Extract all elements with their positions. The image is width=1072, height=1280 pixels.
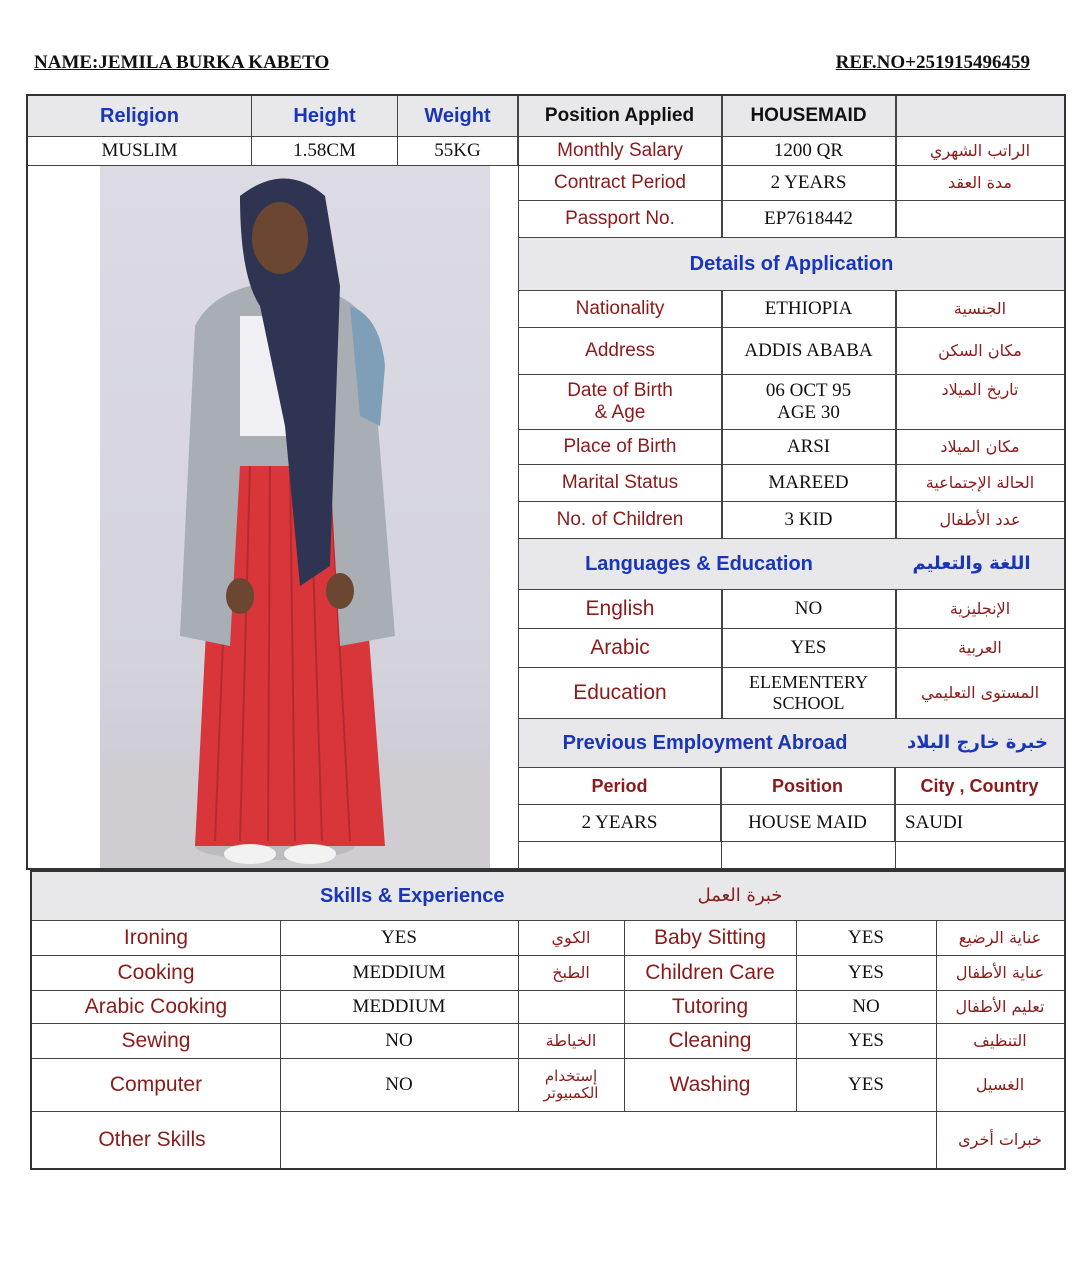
marital-value: MAREED xyxy=(722,465,896,501)
other-skills-label: Other Skills xyxy=(98,1127,206,1151)
skill-arabiccooking-label: Arabic Cooking xyxy=(84,994,228,1018)
children-ar: عدد الأطفال xyxy=(939,509,1021,529)
position-value: HOUSEMAID xyxy=(722,96,896,136)
english-label: English xyxy=(519,590,722,628)
skill-ironing-ar: الكوي xyxy=(551,927,591,947)
monthly-salary-ar: الراتب الشهري xyxy=(929,140,1031,160)
religion-label: Religion xyxy=(28,96,252,136)
english-value: NO xyxy=(722,590,896,628)
weight-label: Weight xyxy=(398,96,518,136)
address-label: Address xyxy=(519,328,722,374)
skill-tutoring-value: NO xyxy=(852,996,880,1018)
skill-childrencare-value: YES xyxy=(848,962,884,984)
dob-age: AGE 30 xyxy=(777,402,840,423)
contract-period-label: Contract Period xyxy=(519,166,722,200)
children-label: No. of Children xyxy=(519,502,722,538)
passport-value: EP7618442 xyxy=(722,201,896,237)
applicant-name: NAME:JEMILA BURKA KABETO xyxy=(34,52,330,73)
dob-label-line2: & Age xyxy=(594,402,646,423)
skill-arabiccooking-value: MEDDIUM xyxy=(352,996,446,1018)
skill-washing-label: Washing xyxy=(669,1072,751,1096)
position-label: Position Applied xyxy=(518,96,722,136)
weight-value: 55KG xyxy=(398,137,518,165)
skill-childrencare-label: Children Care xyxy=(645,960,775,984)
address-value: ADDIS ABABA xyxy=(722,328,896,374)
education-ar: المستوى التعليمي xyxy=(920,682,1040,702)
skill-ironing-value: YES xyxy=(381,927,417,949)
birthplace-label: Place of Birth xyxy=(519,430,722,464)
other-skills-value xyxy=(281,1112,936,1168)
contract-period-ar: مدة العقد xyxy=(948,172,1012,192)
religion-value: MUSLIM xyxy=(28,137,252,165)
languages-title-ar: اللغة والتعليم xyxy=(879,539,1064,589)
position-ar-empty xyxy=(896,96,1064,136)
prev-period-header: Period xyxy=(519,768,721,804)
skills-title: Skills & Experience xyxy=(32,872,812,920)
skill-computer-value: NO xyxy=(385,1074,413,1096)
dob-label xyxy=(519,375,722,429)
education-label: Education xyxy=(519,668,722,718)
skill-cleaning-label: Cleaning xyxy=(668,1028,752,1052)
reference-number: REF.NO+251915496459 xyxy=(835,52,1030,73)
arabic-label: Arabic xyxy=(519,629,722,667)
skill-computer-label: Computer xyxy=(109,1072,203,1096)
skill-sewing-value: NO xyxy=(385,1030,413,1052)
dob-date: 06 OCT 95 xyxy=(765,380,852,402)
skill-tutoring-ar: تعليم الأطفال xyxy=(955,996,1045,1016)
skill-computer-ar: إستخدام الكمبيوتر xyxy=(543,1066,599,1102)
skill-sewing-ar: الخياطة xyxy=(545,1030,597,1050)
education-value-line1: ELEMENTERY xyxy=(749,672,868,693)
nationality-value: ETHIOPIA xyxy=(722,291,896,327)
skill-babysitting-ar: عناية الرضيع xyxy=(958,927,1042,947)
applicant-photo xyxy=(100,166,490,868)
address-ar: مكان السكن xyxy=(938,340,1022,360)
height-label: Height xyxy=(252,96,398,136)
skill-babysitting-label: Baby Sitting xyxy=(653,925,767,949)
prev-city-header: City , Country xyxy=(920,775,1039,796)
skill-cooking-label: Cooking xyxy=(117,960,195,984)
skill-cooking-ar: الطبخ xyxy=(552,962,590,982)
passport-label: Passport No. xyxy=(519,201,722,237)
prev-employment-title: Previous Employment Abroad xyxy=(519,719,891,767)
skill-tutoring-label: Tutoring xyxy=(671,994,749,1018)
dob-label-line1: Date of Birth xyxy=(567,380,673,402)
birthplace-value: ARSI xyxy=(722,430,896,464)
details-title: Details of Application xyxy=(519,238,1064,290)
prev-period-value: 2 YEARS xyxy=(519,805,721,841)
skill-sewing-label: Sewing xyxy=(121,1028,191,1052)
arabic-value: YES xyxy=(722,629,896,667)
dob-value xyxy=(722,375,896,429)
marital-ar: الحالة الإجتماعية xyxy=(925,472,1035,492)
languages-title: Languages & Education xyxy=(519,539,879,589)
monthly-salary-value: 1200 QR xyxy=(722,137,896,165)
education-value-line2: SCHOOL xyxy=(772,693,845,713)
prev-city-value: SAUDI xyxy=(905,812,964,834)
skill-cleaning-value: YES xyxy=(848,1030,884,1052)
other-skills-ar: خبرات أخرى xyxy=(958,1129,1042,1149)
skill-ironing-label: Ironing xyxy=(123,925,189,949)
prev-position-value: HOUSE MAID xyxy=(721,805,895,841)
prev-position-header: Position xyxy=(721,768,895,804)
monthly-salary-label: Monthly Salary xyxy=(519,137,722,165)
height-value: 1.58CM xyxy=(252,137,398,165)
skill-arabiccooking-ar xyxy=(518,991,624,1023)
prev-employment-title-ar: خبرة خارج البلاد xyxy=(891,719,1064,767)
person-photo-icon xyxy=(100,166,490,868)
education-value xyxy=(722,668,896,718)
passport-ar-empty xyxy=(896,201,1064,237)
skill-childrencare-ar: عناية الأطفال xyxy=(955,962,1045,982)
arabic-ar: العربية xyxy=(958,637,1002,657)
marital-label: Marital Status xyxy=(519,465,722,501)
birthplace-ar: مكان الميلاد xyxy=(940,436,1020,456)
skill-babysitting-value: YES xyxy=(848,927,884,949)
skill-washing-value: YES xyxy=(848,1074,884,1096)
skill-washing-ar: الغسيل xyxy=(975,1074,1025,1094)
skills-title-ar: خبرة العمل xyxy=(650,872,830,920)
nationality-label: Nationality xyxy=(519,291,722,327)
nationality-ar: الجنسية xyxy=(953,298,1007,318)
skill-cooking-value: MEDDIUM xyxy=(352,962,446,984)
dob-ar: تاريخ الميلاد xyxy=(941,379,1019,399)
children-value: 3 KID xyxy=(722,502,896,538)
contract-period-value: 2 YEARS xyxy=(722,166,896,200)
english-ar: الإنجليزية xyxy=(949,598,1011,618)
skill-cleaning-ar: التنظيف xyxy=(973,1030,1027,1050)
